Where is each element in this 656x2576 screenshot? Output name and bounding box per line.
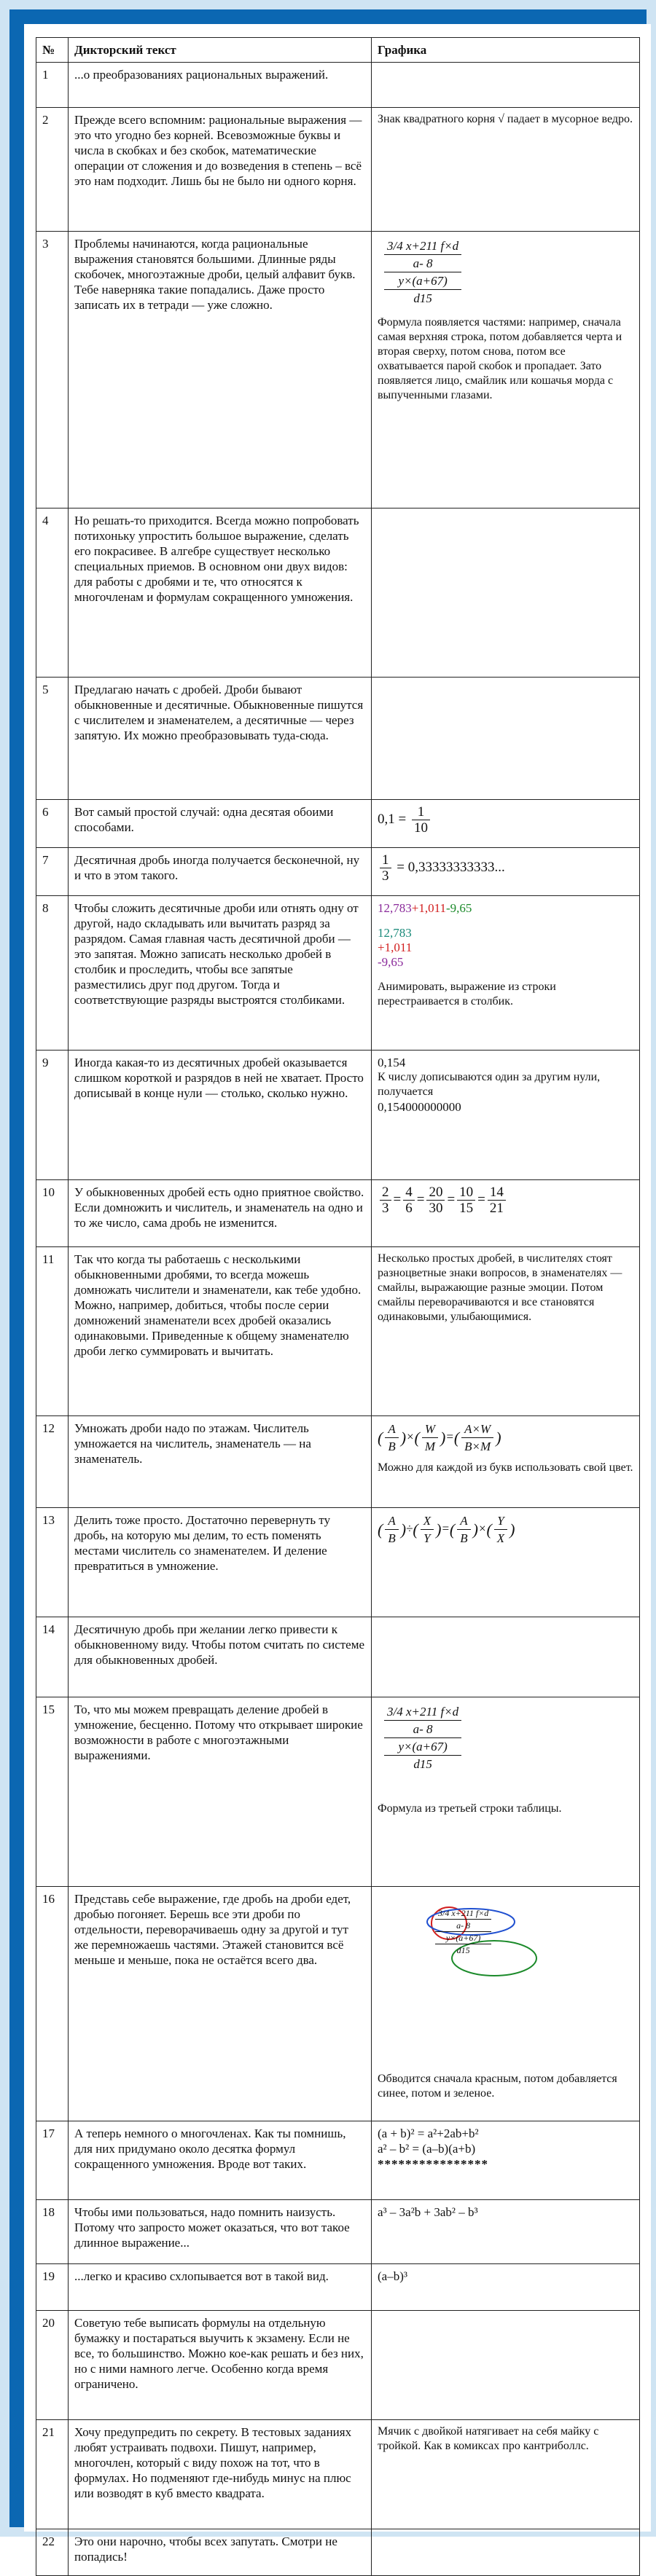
table-row [36, 1617, 640, 1697]
row-num: 12 [36, 1416, 69, 1508]
row-num: 7 [36, 848, 69, 896]
document-sheet [24, 24, 651, 2564]
table-row [36, 108, 640, 232]
table-row [36, 848, 640, 896]
row-num: 14 [36, 1617, 69, 1697]
table-row [36, 1247, 640, 1416]
formula-line: a³ – 3a²b + 3ab² – b³ [378, 2205, 478, 2219]
table-row [36, 800, 640, 848]
row-text: Проблемы начинаются, когда рациональные выражения становятся большими. Длинные ряды скобочек, многоэтажные дроби, целый алфавит букв. Тебе наверняка такие попадались. Даже просто записать их в тетради — уже сложно. [69, 232, 372, 508]
row-num: 13 [36, 1508, 69, 1617]
table-row [36, 678, 640, 800]
table-row [36, 1887, 640, 2121]
graphics-note: Можно для каждой из букв использовать свой цвет. [378, 1461, 633, 1474]
row-num: 16 [36, 1887, 69, 2121]
table-row [36, 1416, 640, 1508]
row-num: 17 [36, 2121, 69, 2200]
decimal-sum-inline: 12,783+1,011-9,65 [378, 901, 472, 915]
graphics-note: К числу дописываются один за другим нули, получается [378, 1071, 601, 1098]
row-graphics [372, 2311, 640, 2420]
row-text: Это они нарочно, чтобы всех запутать. Смотри не попадись! [69, 2529, 372, 2576]
graphics-note: Обводится сначала красным, потом добавляется синее, потом и зеленое. [378, 2073, 617, 2100]
formula-stars: **************** [378, 2157, 488, 2171]
row-graphics [372, 2200, 640, 2264]
row-graphics [372, 896, 640, 1051]
table-row [36, 2121, 640, 2200]
row-num: 8 [36, 896, 69, 1051]
row-graphics [372, 678, 640, 800]
row-graphics: Несколько простых дробей, в числителях стоят разноцветные знаки вопросов, в знаменателях — смайлы, выражающие разные эмоции. Потом смайлы переворачиваются и все становятся одинаковыми, улыбающимися. [372, 1247, 640, 1416]
row-graphics [372, 1051, 640, 1180]
fraction-division: ( $\frac{A}{B}$ )÷( $\frac{X}{Y}$ )=( $\frac{A}{B}$ )×( $\frac{Y}{X}$ ) [378, 1514, 515, 1545]
row-text: Десятичную дробь при желании легко привести к обыкновенному виду. Чтобы потом считать по системе для обыкновенных дробей. [69, 1617, 372, 1697]
multistory-formula: 3/4 x+211 f×d a- 8 y×(a+67) d15 [382, 1703, 633, 1772]
circled-formula: 3/4 x+211 f×d a- 8 y×(a+67) d15 [421, 1904, 567, 1984]
row-graphics [372, 1508, 640, 1617]
row-graphics [372, 2529, 640, 2576]
row-text: Прежде всего вспомним: рациональные выражения — это что угодно без корней. Всевозможные буквы и числа в скобках и без скобок, математические операции от сложения и до возведения в степень – всё это нам подходит. Лишь бы не было ни одного корня. [69, 108, 372, 232]
row-num: 5 [36, 678, 69, 800]
row-num: 6 [36, 800, 69, 848]
row-text: Представь себе выражение, где дробь на дроби едет, дробью погоняет. Берешь все эти дроби по отдельности, переворачиваешь одну за другой и тут же перемножаешь частями. Этажей становится всё меньше и меньше, пока не остаётся всего два. [69, 1887, 372, 2121]
table-row [36, 2311, 640, 2420]
table-row [36, 63, 640, 108]
row-text: ...легко и красиво схлопывается вот в такой вид. [69, 2264, 372, 2311]
row-graphics [372, 232, 640, 508]
graphics-note: Формула из третьей строки таблицы. [378, 1802, 562, 1815]
row-graphics [372, 2264, 640, 2311]
table-row [36, 1508, 640, 1617]
table-row [36, 896, 640, 1051]
row-num: 19 [36, 2264, 69, 2311]
row-num: 10 [36, 1180, 69, 1247]
fraction-equation: $\frac{1}{3}$ = 0,33333333333... [378, 860, 505, 875]
row-num: 15 [36, 1697, 69, 1887]
row-num: 18 [36, 2200, 69, 2264]
row-graphics: Знак квадратного корня √ падает в мусорное ведро. [372, 108, 640, 232]
row-graphics [372, 508, 640, 678]
decimal-value: 0,154 [378, 1056, 406, 1069]
row-text: У обыкновенных дробей есть одно приятное свойство. Если домножить и числитель, и знаменатель на одно и то же число, сама дробь не изменится. [69, 1180, 372, 1247]
table-row [36, 1180, 640, 1247]
row-graphics [372, 1180, 640, 1247]
table-row [36, 508, 640, 678]
row-text: Но решать-то приходится. Всегда можно попробовать потихоньку упростить большое выражение, сделать его покрасивее. В алгебре существует несколько специальных приемов. В основном они двух видов: для работы с дробями и те, что относятся к многочленам и формулам сокращенного умножения. [69, 508, 372, 678]
row-num: 21 [36, 2420, 69, 2529]
table-row [36, 232, 640, 508]
row-text: Так что когда ты работаешь с несколькими обыкновенными дробями, то всегда можешь домножать числители и знаменатели, как тебе удобно. Можно, например, добиться, чтобы после серии домножений знаменатели всех дробей оказались одинаковыми. Приведенные к общему знаменателю дроби легко суммировать и вычитать. [69, 1247, 372, 1416]
fraction-equation: 0,1 = $\frac{1}{10}$ [378, 812, 432, 827]
row-text: Хочу предупредить по секрету. В тестовых заданиях любят устраивать подвохи. Пишут, например, многочлен, который с виду похож на тот, что в формулах. Но подменяют где-нибудь минус на плюс или возводят в куб вместо квадрата. [69, 2420, 372, 2529]
row-graphics [372, 63, 640, 108]
row-num: 4 [36, 508, 69, 678]
row-text: Предлагаю начать с дробей. Дроби бывают обыкновенные и десятичные. Обыкновенные пишутся с числителем и знаменателем, а десятичные — через запятую. Их можно преобразовывать туда-сюда. [69, 678, 372, 800]
row-text: Умножать дроби надо по этажам. Числитель умножается на числитель, знаменатель — на знаменатель. [69, 1416, 372, 1508]
row-text: ...о преобразованиях рациональных выражений. [69, 63, 372, 108]
header-graphics: Графика [372, 38, 640, 63]
row-graphics [372, 1617, 640, 1697]
decimal-value-padded: 0,154000000000 [378, 1100, 461, 1114]
row-num: 11 [36, 1247, 69, 1416]
row-text: Иногда какая-то из десятичных дробей оказывается слишком короткой и разрядов в ней не хватает. Просто дописывай в конце нули — столько, сколько нужно. [69, 1051, 372, 1180]
table-row [36, 2420, 640, 2529]
multistory-formula: 3/4 x+211 f×d a- 8 y×(a+67) d15 [382, 237, 633, 307]
row-text: То, что мы можем превращать деление дробей в умножение, бесценно. Потому что открывает широкие возможности в работе с многоэтажными выражениями. [69, 1697, 372, 1887]
row-graphics [372, 1697, 640, 1887]
fraction-multiplication: ( $\frac{A}{B}$ )×( $\frac{W}{M}$ )=( $\frac{A\times W}{B\times M}$ ) [378, 1422, 501, 1453]
graphics-note: Анимировать, выражение из строки перестраивается в столбик. [378, 981, 556, 1008]
page-border [9, 9, 647, 2564]
table-header-row [36, 38, 640, 63]
row-graphics [372, 2121, 640, 2200]
table-row [36, 2200, 640, 2264]
formula-line: (a + b)² = a²+2ab+b² [378, 2127, 479, 2140]
row-graphics [372, 848, 640, 896]
header-num: № [36, 38, 69, 63]
row-text: Советую тебе выписать формулы на отдельную бумажку и постараться выучить к экзамену. Если не все, то большинство. Можно кое-как решать и без них, но с ними намного легче. Особенно когда время ограничено. [69, 2311, 372, 2420]
graphics-note: Формула появляется частями: например, сначала самая верхняя строка, потом добавляется черта и вторая сверху, потом снова, потом все охватывается парой скобок и пропадает. Зато появляется лицо, смайлик или кошачья морда с выпученными глазами. [378, 316, 622, 401]
row-graphics [372, 1416, 640, 1508]
formula-line: (a–b)³ [378, 2269, 407, 2283]
row-num: 2 [36, 108, 69, 232]
row-text: Десятичная дробь иногда получается бесконечной, ну и что в этом такого. [69, 848, 372, 896]
formula-line: a² – b² = (a–b)(a+b) [378, 2142, 476, 2156]
row-text: Чтобы сложить десятичные дроби или отнять одну от другой, надо складывать или вычитать разряд за разрядом. Самая главная часть десятичной дроби — это запятая. Можно записать несколько дробей в столбик и проследить, чтобы все запятые разместились друг под другом. Тогда и соответствующие разряды выстроятся столбиками. [69, 896, 372, 1051]
table-row [36, 2529, 640, 2576]
table-row [36, 2264, 640, 2311]
row-text: Чтобы ими пользоваться, надо помнить наизусть. Потому что запросто может оказаться, что вот такое длинное выражение... [69, 2200, 372, 2264]
table-row [36, 1697, 640, 1887]
decimal-sum-column: 12,783 +1,011 -9,65 [378, 926, 413, 969]
table-row [36, 1051, 640, 1180]
row-num: 20 [36, 2311, 69, 2420]
equivalent-fractions: $\frac{2}{3}$ = $\frac{4}{6}$ = $\frac{20}{30}$ = $\frac{10}{15}$ = $\frac{14}{21}$ [378, 1192, 508, 1207]
row-graphics [372, 800, 640, 848]
row-num: 1 [36, 63, 69, 108]
row-text: А теперь немного о многочленах. Как ты помнишь, для них придумано около десятка формул сокращенного умножения. Вроде вот таких. [69, 2121, 372, 2200]
header-text: Дикторский текст [69, 38, 372, 63]
row-graphics [372, 1887, 640, 2121]
row-text: Вот самый простой случай: одна десятая обоими способами. [69, 800, 372, 848]
row-num: 22 [36, 2529, 69, 2576]
script-table [36, 37, 640, 2576]
row-num: 9 [36, 1051, 69, 1180]
row-num: 3 [36, 232, 69, 508]
row-text: Делить тоже просто. Достаточно перевернуть ту дробь, на которую мы делим, то есть поменять местами числитель со знаменателем. И деление превратиться в умножение. [69, 1508, 372, 1617]
row-graphics: Мячик с двойкой натягивает на себя майку с тройкой. Как в комиксах про кантриболлс. [372, 2420, 640, 2529]
